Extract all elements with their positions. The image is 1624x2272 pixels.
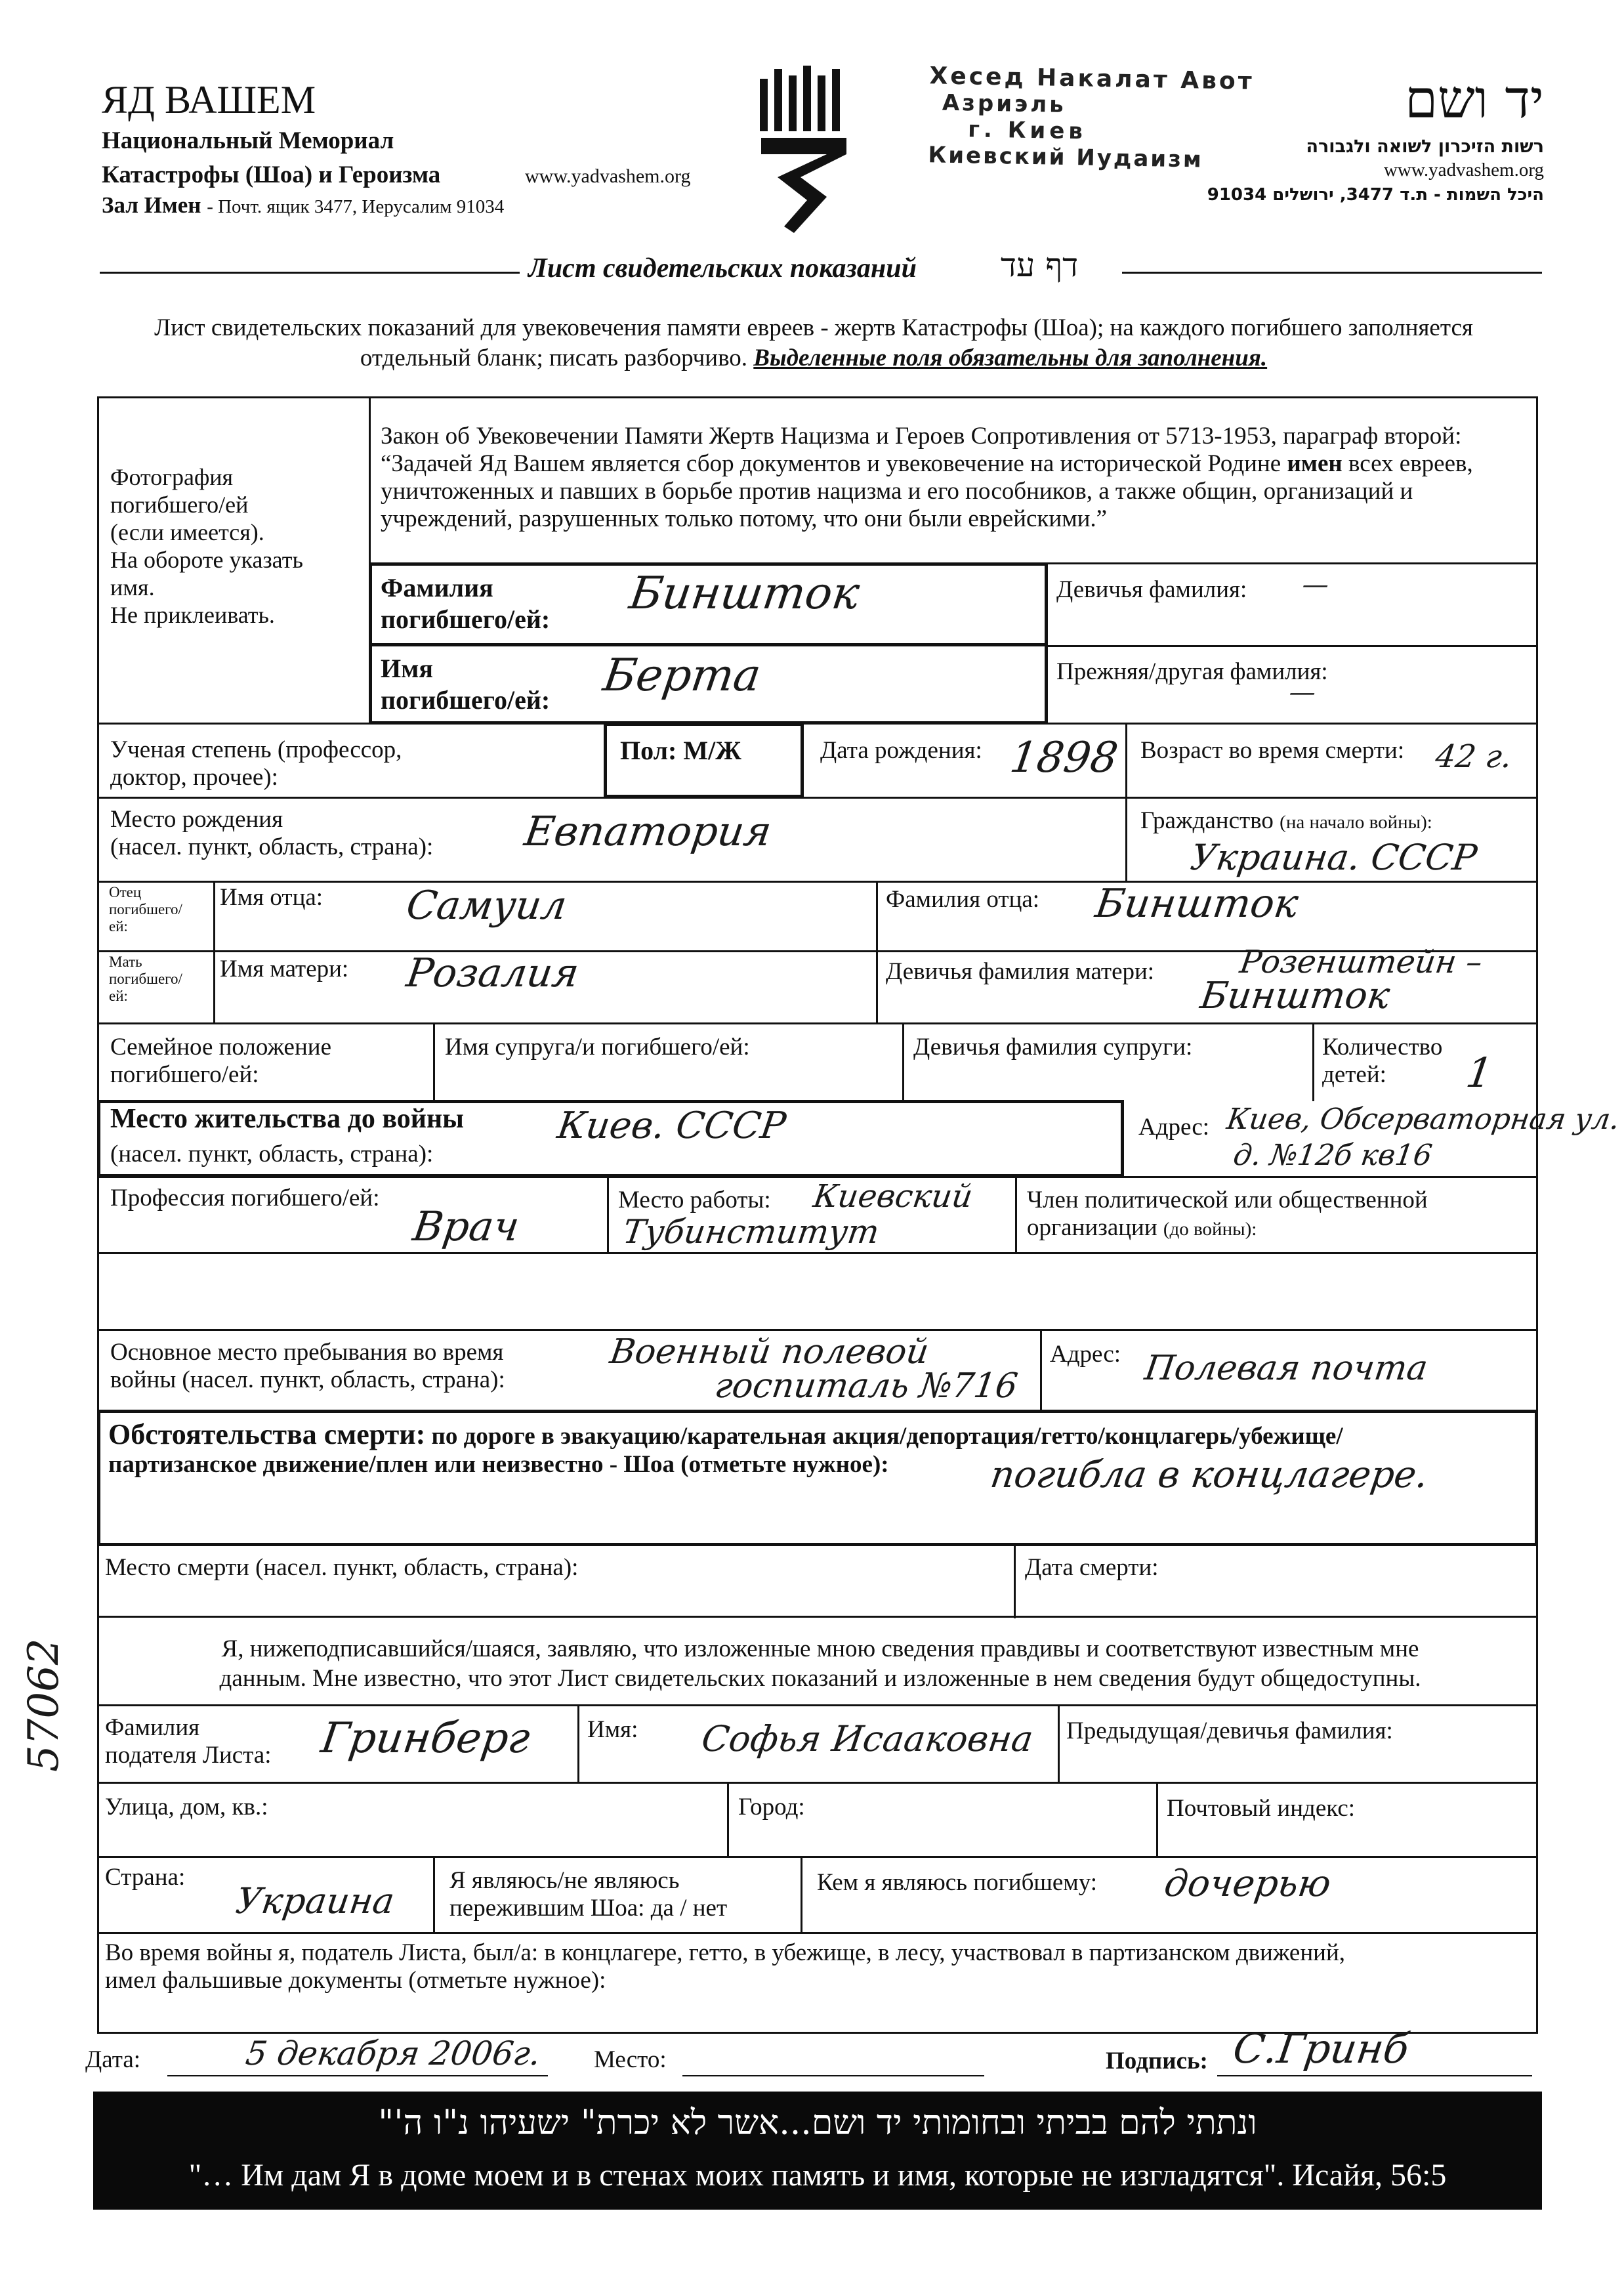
age-label: Возраст во время смерти: xyxy=(1140,737,1405,764)
workplace-label: Место работы: xyxy=(618,1187,771,1213)
member-label-1: Член политической или общественной xyxy=(1027,1187,1428,1213)
form-title-he: דף עד xyxy=(1001,246,1079,284)
workplace-divider xyxy=(607,1176,609,1253)
org-subtitle-1: Национальный Мемориал xyxy=(102,127,394,154)
children-label xyxy=(1322,1034,1442,1089)
spouse-maiden-divider xyxy=(902,1022,904,1101)
law-text-b: всех евреев, уничтоженных и павших в борьбе против нацизма и его пособников, а также общин, организаций и учреждений, разрушенных только потому, что они были еврейскими.” xyxy=(381,450,1473,532)
zip-divider xyxy=(1156,1782,1158,1857)
city-divider xyxy=(727,1782,729,1857)
mother-side-label xyxy=(109,954,182,1005)
mother-side-2: погибшего/ xyxy=(109,971,182,987)
dob-label: Дата рождения: xyxy=(820,737,982,764)
children-label-2: детей: xyxy=(1322,1061,1386,1088)
profession-value: Врач xyxy=(409,1202,522,1250)
photo-line-4: На обороте указать xyxy=(110,547,303,573)
country-value: Украина xyxy=(233,1880,398,1922)
he-website: www.yadvashem.org xyxy=(1383,159,1544,180)
maiden-box-bottom xyxy=(1048,645,1538,647)
age-value: 42 г. xyxy=(1433,738,1514,775)
father-side-divider xyxy=(213,881,215,1024)
surname-label-1: Фамилия xyxy=(381,573,493,602)
degree-label-1: Ученая степень (профессор, xyxy=(110,736,402,763)
submitter-surname-label-2: подателя Листа: xyxy=(105,1742,272,1769)
row-rule-7 xyxy=(97,1252,1538,1254)
spouse-label: Имя супруга/и погибшего/ей: xyxy=(445,1034,750,1061)
father-side-label xyxy=(109,884,182,935)
photo-line-5: имя. xyxy=(110,574,155,600)
mother-side-1: Мать xyxy=(109,954,142,970)
age-divider xyxy=(1125,723,1127,798)
survivor-label xyxy=(449,1867,727,1922)
date-line xyxy=(167,2075,548,2076)
place-label: Место: xyxy=(594,2046,667,2073)
he-subtitle: רשות הזיכרון לשואה ולגבורה xyxy=(1306,137,1544,157)
member-label-2 xyxy=(1027,1214,1428,1242)
workplace-value-1: Киевский xyxy=(811,1178,975,1215)
member-divider xyxy=(1015,1176,1017,1253)
residence-label: Место жительства до войны xyxy=(110,1104,464,1134)
surname-label-2: погибшего/ей: xyxy=(381,604,551,634)
maiden-label: Девичья фамилия: xyxy=(1056,576,1247,603)
hall-label: Зал Имен xyxy=(102,192,201,218)
wartime-addr-divider xyxy=(1040,1329,1042,1411)
address-label: Адрес: xyxy=(1138,1114,1210,1141)
row-rule-3 xyxy=(97,881,1538,883)
death-circ-opts-2: партизанское движение/плен или неизвестно - Шоа (отметьте нужное): xyxy=(108,1451,889,1478)
footer-band xyxy=(93,2092,1542,2210)
degree-label-2: доктор, прочее): xyxy=(110,764,278,791)
wartime-label-2: войны (насел. пункт, область, страна): xyxy=(110,1366,505,1393)
death-circ-value: погибла в концлагере. xyxy=(988,1454,1431,1496)
submitter-prev-divider xyxy=(1058,1704,1060,1783)
wartime-addr-value: Полевая почта xyxy=(1142,1349,1430,1388)
name-label-2: погибшего/ей: xyxy=(381,685,551,715)
row-rule-10 xyxy=(97,1704,1538,1706)
dob-value: 1898 xyxy=(1007,734,1121,782)
spouse-maiden-label: Девичья фамилия супруги: xyxy=(913,1034,1193,1061)
row-rule-2 xyxy=(97,797,1538,799)
survivor-label-1: Я являюсь/не являюсь xyxy=(449,1867,680,1894)
children-value: 1 xyxy=(1463,1049,1496,1097)
date-label: Дата: xyxy=(85,2046,141,2073)
row-rule-11 xyxy=(97,1782,1538,1784)
prev-surname-value: — xyxy=(1287,677,1318,707)
row-rule-8 xyxy=(97,1329,1538,1331)
wartime-value-1: Военный полевой xyxy=(607,1332,932,1372)
intro-required: Выделенные поля обязательны для заполнения. xyxy=(753,345,1268,371)
law-text xyxy=(381,423,1526,533)
maiden-value: — xyxy=(1300,570,1331,600)
signature-line xyxy=(1217,2075,1532,2076)
row-rule-1 xyxy=(97,723,1538,725)
war-activity-label-2: имел фальшивые документы (отметьте нужное): xyxy=(105,1967,606,1994)
marital-label-1: Семейное положение xyxy=(110,1034,331,1061)
he-address: היכל השמות - ת.ד 3477, ירושלים 91034 xyxy=(1207,185,1544,205)
stamp-line-1: Хесед Накалат Авот xyxy=(929,62,1255,95)
citizenship-label xyxy=(1140,807,1432,835)
name-value: Берта xyxy=(600,650,764,702)
signature-value: С.Гринб xyxy=(1230,2025,1412,2072)
workplace-value-2: Тубинститут xyxy=(620,1213,882,1251)
hall-of-names xyxy=(102,192,504,219)
member-note: (до войны): xyxy=(1163,1219,1257,1240)
wartime-addr-label: Адрес: xyxy=(1050,1341,1121,1368)
profession-label: Профессия погибшего/ей: xyxy=(110,1185,380,1211)
residence-sub: (насел. пункт, область, страна): xyxy=(110,1141,434,1168)
father-side-3: ей: xyxy=(109,918,128,935)
wartime-label xyxy=(110,1339,505,1394)
surname-value: Биншток xyxy=(626,568,863,620)
intro-main: Лист свидетельских показаний для увековечения памяти евреев - жертв Катастрофы (Шоа); на каждого погибшего заполняется отдельный бланк; писать разборчиво. xyxy=(154,314,1473,371)
photo-line-2: погибшего/ей xyxy=(110,492,249,518)
submitter-surname-value: Гринберг xyxy=(318,1714,533,1763)
submitter-surname-label-1: Фамилия xyxy=(105,1714,200,1741)
sex-label: Пол: М/Ж xyxy=(620,736,741,765)
war-activity-label xyxy=(105,1939,1345,1994)
org-website: www.yadvashem.org xyxy=(525,165,691,187)
street-label: Улица, дом, кв.: xyxy=(105,1794,268,1820)
relation-divider xyxy=(801,1856,802,1933)
declaration xyxy=(112,1634,1529,1693)
signature-label: Подпись: xyxy=(1106,2048,1208,2074)
photo-line-3: (если имеется). xyxy=(110,519,264,545)
father-surname-label: Фамилия отца: xyxy=(886,886,1040,913)
citizenship-label-main: Гражданство xyxy=(1140,807,1274,834)
children-divider xyxy=(1312,1022,1314,1101)
spouse-divider xyxy=(433,1022,435,1101)
submitter-name-label: Имя: xyxy=(587,1716,638,1743)
name-label xyxy=(381,653,550,716)
yad-vashem-logo xyxy=(755,66,853,236)
submitter-surname-label xyxy=(105,1714,272,1769)
member-label-2-text: организации xyxy=(1027,1214,1157,1241)
mother-maiden-label: Девичья фамилия матери: xyxy=(886,958,1155,985)
mother-name-value: Розалия xyxy=(404,950,582,996)
prev-surname-label: Прежняя/другая фамилия: xyxy=(1056,658,1328,685)
survivor-divider xyxy=(433,1856,435,1933)
mother-maiden-value-1: Розенштейн – xyxy=(1238,944,1485,980)
footer-russian: "… Им дам Я в доме моем и в стенах моих память и имя, которые не изгладятся". Исайя, 56:5 xyxy=(188,2158,1447,2193)
stamp-line-2: Азриэль xyxy=(942,89,1067,118)
wartime-value-2: госпиталь №716 xyxy=(712,1366,1020,1406)
marital-label xyxy=(110,1034,331,1089)
mother-name-label: Имя матери: xyxy=(220,956,349,982)
citizenship-value: Украина. СССР xyxy=(1188,837,1480,878)
hall-address: - Почт. ящик 3477, Иерусалим 91034 xyxy=(207,196,505,217)
photo-box xyxy=(110,463,303,629)
wartime-label-1: Основное место пребывания во время xyxy=(110,1339,504,1366)
submitter-name-divider xyxy=(577,1704,579,1783)
row-rule-9 xyxy=(97,1616,1538,1618)
submitter-name-value: Софья Исааковна xyxy=(699,1718,1036,1759)
father-surname-divider xyxy=(876,881,878,1024)
marital-label-2: погибшего/ей: xyxy=(110,1061,259,1088)
death-circ-title: Обстоятельства смерти: xyxy=(108,1418,426,1450)
side-number: 57062 xyxy=(20,1638,68,1772)
law-bold: имен xyxy=(1287,450,1343,477)
title-rule-left xyxy=(100,272,520,274)
father-side-2: погибшего/ xyxy=(109,901,182,917)
footer-hebrew: ונתתי להם בביתי ובחומותי יד ושם...אשר לא יכרת" ישעיהו נ"ו ה'" xyxy=(378,2103,1257,2143)
member-label xyxy=(1027,1187,1428,1242)
photo-line-6: Не приклеивать. xyxy=(110,602,275,628)
row-rule-12 xyxy=(97,1856,1538,1858)
residence-value: Киев. СССР xyxy=(554,1104,789,1147)
mother-maiden-value-2: Биншток xyxy=(1197,975,1392,1017)
title-rule-right xyxy=(1122,272,1542,274)
birthplace-label-1: Место рождения xyxy=(110,806,283,833)
mother-side-3: ей: xyxy=(109,988,128,1004)
relation-label: Кем я являюсь погибшему: xyxy=(817,1869,1098,1896)
death-circ-opts-1: по дороге в эвакуацию/карательная акция/депортация/гетто/концлагерь/убежище/ xyxy=(431,1423,1343,1450)
degree-label xyxy=(110,736,402,791)
country-label: Страна: xyxy=(105,1864,186,1891)
photo-line-1: Фотография xyxy=(110,464,234,490)
death-place-label: Место смерти (насел. пункт, область, страна): xyxy=(105,1554,579,1581)
maiden-box-top xyxy=(1048,562,1538,564)
birthplace-label-2: (насел. пункт, область, страна): xyxy=(110,833,434,860)
war-activity-label-1: Во время войны я, податель Листа, был/а: в концлагере, гетто, в убежище, в лесу, участвовал в партизанском движений, xyxy=(105,1939,1345,1966)
form-title: Лист свидетельских показаний xyxy=(528,253,917,284)
date-value: 5 декабря 2006г. xyxy=(243,2034,543,2072)
address-value-2: д. №12б кв16 xyxy=(1231,1139,1434,1172)
relation-value: дочерью xyxy=(1161,1862,1334,1905)
row-rule-13 xyxy=(97,1932,1538,1934)
address-value-1: Киев, Обсерваторная ул. xyxy=(1224,1103,1622,1136)
stamp-line-3: г. Киев xyxy=(967,116,1087,145)
birthplace-value: Евпатория xyxy=(521,807,775,855)
place-line xyxy=(682,2075,984,2076)
father-name-value: Самуил xyxy=(404,883,570,929)
father-surname-value: Биншток xyxy=(1093,881,1301,927)
declaration-line-1: Я, нижеподписавшийся/шаяся, заявляю, что изложенные мною сведения правдивы и соответствуют известным мне xyxy=(221,1635,1419,1662)
citizenship-divider xyxy=(1125,797,1127,882)
org-title-he: יד ושם xyxy=(1405,69,1544,130)
survivor-label-2: пережившим Шоа: да / нет xyxy=(449,1895,728,1922)
law-text-a: Закон об Увековечении Памяти Жертв Нацизма и Героев Сопротивления от 5713-1953, параграф второй: “Задачей Яд Вашем является сбор документов и увековечение на исторической Родине xyxy=(381,423,1462,477)
death-circ-line1 xyxy=(108,1418,1343,1451)
zip-label: Почтовый индекс: xyxy=(1167,1795,1356,1822)
death-date-label: Дата смерти: xyxy=(1025,1554,1159,1581)
children-label-1: Количество xyxy=(1322,1034,1443,1061)
city-label: Город: xyxy=(738,1794,805,1820)
intro-text xyxy=(125,313,1503,373)
birthplace-label xyxy=(110,806,433,861)
surname-label xyxy=(381,572,550,635)
stamp-line-4: Киевский Иудаизм xyxy=(928,142,1204,173)
declaration-line-2: данным. Мне известно, что этот Лист свидетельских показаний и изложенные в нем сведения будут общедоступны. xyxy=(219,1665,1421,1692)
death-date-divider xyxy=(1014,1546,1016,1618)
father-side-1: Отец xyxy=(109,884,142,900)
name-label-1: Имя xyxy=(381,654,433,683)
citizenship-note: (на начало войны): xyxy=(1280,812,1432,833)
org-title-ru: ЯД ВАШЕМ xyxy=(102,78,316,121)
submitter-prev-label: Предыдущая/девичья фамилия: xyxy=(1066,1717,1393,1744)
org-subtitle-2: Катастрофы (Шоа) и Героизма xyxy=(102,161,441,188)
row-rule-5 xyxy=(97,1022,1538,1024)
father-name-label: Имя отца: xyxy=(220,884,323,911)
